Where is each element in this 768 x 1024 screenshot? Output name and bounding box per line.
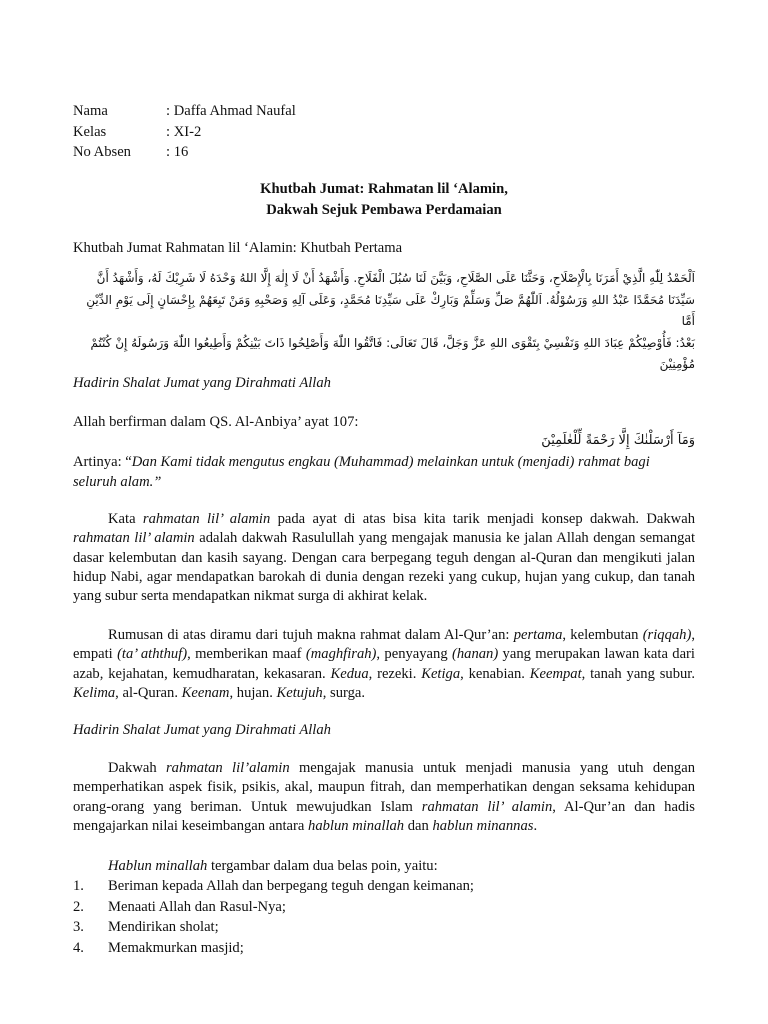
document-title bbox=[73, 179, 695, 220]
paragraph-3: Dakwah rahmatan lil’alamin mengajak manusia untuk menjadi manusia yang utuh dengan memperhatikan aspek fisik, psikis, akal, maupun fitrah, dan memperhatikan dengan seksama kehidupan orang-orang yang beriman. Untuk mewujudkan Islam rahmatan lil’ alamin, Al-Qur’an dan hadis mengajarkan nilai keseimbangan antara hablun minallah dan hablun minannas. bbox=[73, 760, 695, 834]
arabic-line: مُؤْمِنِيْنَ bbox=[659, 357, 695, 371]
arabic-line: اَلْحَمْدُ لِلّٰهِ الَّذِيْ أَمَرَنَا بِالْإِصْلَاحِ، وَحَثَّنَا عَلَى الصَّلَاحِ، وَبَيَّنَ لَنَا سُبُلَ الْفَلَاحِ. وَأَشْهَدُ أَنْ لَا إِلٰهَ إِلَّا اللهُ وَحْدَهُ لَا شَرِيْكَ لَهُ، وَأَشْهَدُ أَنَّ bbox=[96, 271, 695, 285]
verse-arabic: وَمَآ أَرْسَلْنٰكَ إِلَّا رَحْمَةً لِّلْعٰلَمِيْنَ bbox=[541, 433, 695, 448]
identity-value: : XI-2 bbox=[166, 123, 202, 140]
identity-row-class bbox=[73, 122, 296, 143]
paragraph-2: Rumusan di atas diramu dari tujuh makna rahmat dalam Al-Qur’an: pertama, kelembutan (riqqah), empati (ta’ aththuf), memberikan maaf (maghfirah), penyayang (hanan) yang merupakan lawan kata dari azab, kejahatan, kemudharatan, kekasaran. Kedua, rezeki. Ketiga, kenabian. Keempat, tanah yang subur. Kelima, al-Quran. Keenam, hujan. Ketujuh, surga. bbox=[73, 627, 695, 701]
list-item: 3. Mendirikan sholat; bbox=[73, 919, 219, 935]
list-item: 2. Menaati Allah dan Rasul-Nya; bbox=[73, 898, 286, 915]
numbered-list bbox=[73, 876, 695, 958]
list-item: 4. Memakmurkan masjid; bbox=[73, 939, 244, 956]
title-line-1: Khutbah Jumat: Rahmatan lil ‘Alamin, bbox=[260, 181, 508, 197]
verse-intro: Allah berfirman dalam QS. Al-Anbiya’ ayat 107: bbox=[73, 414, 359, 430]
paragraph-4: Hablun minallah tergambar dalam dua belas poin, yaitu: bbox=[108, 858, 438, 874]
verse-translation: Artinya: “Dan Kami tidak mengutus engkau (Muhammad) melainkan untuk (menjadi) rahmat bagi seluruh alam.” bbox=[73, 454, 650, 490]
identity-label: No Absen bbox=[73, 144, 131, 160]
identity-value: : 16 bbox=[166, 144, 189, 160]
paragraph-1: Kata rahmatan lil’ alamin pada ayat di atas bisa kita tarik menjadi konsep dakwah. Dakwah rahmatan lil’ alamin adalah dakwah Rasulullah yang mengajak manusia ke jalan Allah dengan semangat dasar kelembutan dan kasih sayang. Dengan cara berpegang teguh dengan al-Quran dan mengikuti jalan hidup Nabi, agar mendapatkan barokah di dunia dengan rezeki yang cukup, hujan yang cukup, dan tanah yang subur serta mendapatkan nikmat surga di akhirat kelak. bbox=[73, 511, 695, 605]
greeting-heading: Hadirin Shalat Jumat yang Dirahmati Allah bbox=[73, 722, 331, 738]
opening-arabic-text bbox=[73, 268, 695, 376]
identity-label: Nama bbox=[73, 103, 108, 119]
arabic-line: سَيِّدَنَا مُحَمَّدًا عَبْدُ اللهِ وَرَسُوْلُهُ. اَللّٰهُمَّ صَلِّ وَسَلِّمْ وَبَارِكْ عَلَى سَيِّدِنَا مُحَمَّدٍ، وَعَلَى آلِهِ وَصَحْبِهِ وَمَنْ تَبِعَهُمْ بِإِحْسَانٍ إِلَى يَوْمِ الدِّيْنِ أَمَّا bbox=[86, 292, 695, 328]
title-line-2: Dakwah Sejuk Pembawa Perdamaian bbox=[266, 201, 502, 218]
identity-row-number bbox=[73, 142, 296, 163]
arabic-line: بَعْدُ: فَأُوْصِيْكُمْ عِبَادَ اللهِ وَنَفْسِيْ بِتَقْوَى اللهِ عَزَّ وَجَلَّ، قَالَ تَعَالَى: فَاتَّقُوا اللّٰهَ وَأَصْلِحُوا ذَاتَ بَيْنِكُمْ وَأَطِيعُوا اللّٰهَ وَرَسُولَهُ إِنْ كُنْتُمْ bbox=[90, 335, 695, 350]
section-subtitle: Khutbah Jumat Rahmatan lil ‘Alamin: Khutbah Pertama bbox=[73, 240, 403, 256]
identity-block bbox=[73, 101, 296, 163]
list-item: 1. Beriman kepada Allah dan berpegang teguh dengan keimanan; bbox=[73, 878, 474, 894]
identity-label: Kelas bbox=[73, 123, 107, 140]
identity-value: : Daffa Ahmad Naufal bbox=[166, 103, 296, 119]
identity-row-name bbox=[73, 101, 296, 122]
greeting-heading: Hadirin Shalat Jumat yang Dirahmati Allah bbox=[73, 375, 331, 391]
